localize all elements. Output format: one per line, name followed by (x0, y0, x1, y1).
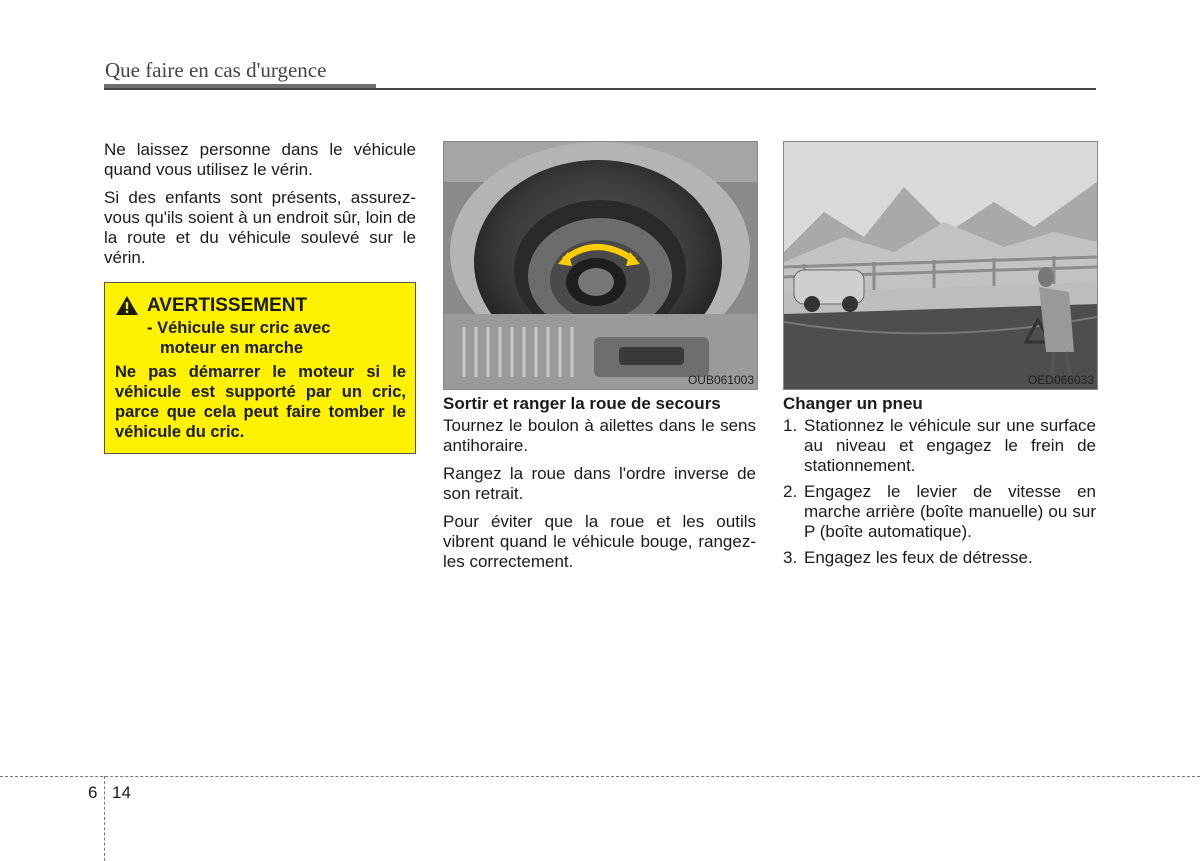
step-number: 1. (783, 416, 798, 435)
chapter-number: 6 (88, 783, 98, 802)
step-text: Stationnez le véhicule sur une surface au niveau et engagez le frein de stationnement. (804, 416, 1096, 475)
list-item (783, 548, 1096, 568)
paragraph: Tournez le boulon à ailettes dans le sens antihoraire. (443, 416, 756, 455)
warning-header (115, 295, 406, 316)
middle-column (443, 394, 756, 580)
warning-box (104, 282, 416, 454)
warning-triangle-icon (115, 295, 139, 316)
warning-subtitle: - Véhicule sur cric avec (147, 319, 331, 337)
step-number: 3. (783, 548, 798, 567)
page-header-title: Que faire en cas d'urgence (105, 58, 327, 82)
warning-title: AVERTISSEMENT (147, 294, 308, 316)
header-rule (104, 88, 1096, 90)
spare-wheel-illustration (444, 142, 757, 389)
paragraph: Ne laissez personne dans le véhicule quand vous utilisez le vérin. (104, 140, 416, 179)
steps-list (783, 416, 1096, 568)
section-title: Sortir et ranger la roue de secours (443, 394, 721, 413)
right-column (783, 394, 1096, 574)
step-text: Engagez les feux de détresse. (804, 548, 1033, 567)
spare-wheel-figure (443, 141, 758, 390)
page-number: 14 (112, 783, 131, 802)
paragraph: Rangez la roue dans l'ordre inverse de son retrait. (443, 464, 756, 503)
paragraph: Pour éviter que la roue et les outils vibrent quand le véhicule bouge, rangez-les correctement. (443, 512, 756, 571)
roadside-illustration (784, 142, 1097, 389)
step-number: 2. (783, 482, 798, 501)
left-column (104, 140, 416, 276)
footer-divider (104, 776, 105, 861)
section-title: Changer un pneu (783, 394, 923, 413)
list-item (783, 482, 1096, 542)
warning-subtitle-cont: moteur en marche (160, 339, 304, 357)
figure-code: OUB061003 (687, 373, 754, 387)
paragraph: Si des enfants sont présents, assurez-vous qu'ils soient à un endroit sûr, loin de la route et du véhicule soulevé sur le vérin. (104, 188, 416, 267)
warning-body: Ne pas démarrer le moteur si le véhicule est supporté par un cric, parce que cela peut faire tomber le véhicule du cric. (115, 363, 406, 441)
roadside-figure (783, 141, 1098, 390)
figure-code: OED066033 (1027, 373, 1094, 387)
list-item (783, 416, 1096, 476)
footer-rule (0, 776, 1200, 777)
step-text: Engagez le levier de vitesse en marche arrière (boîte manuelle) ou sur P (boîte automatique). (804, 482, 1096, 541)
